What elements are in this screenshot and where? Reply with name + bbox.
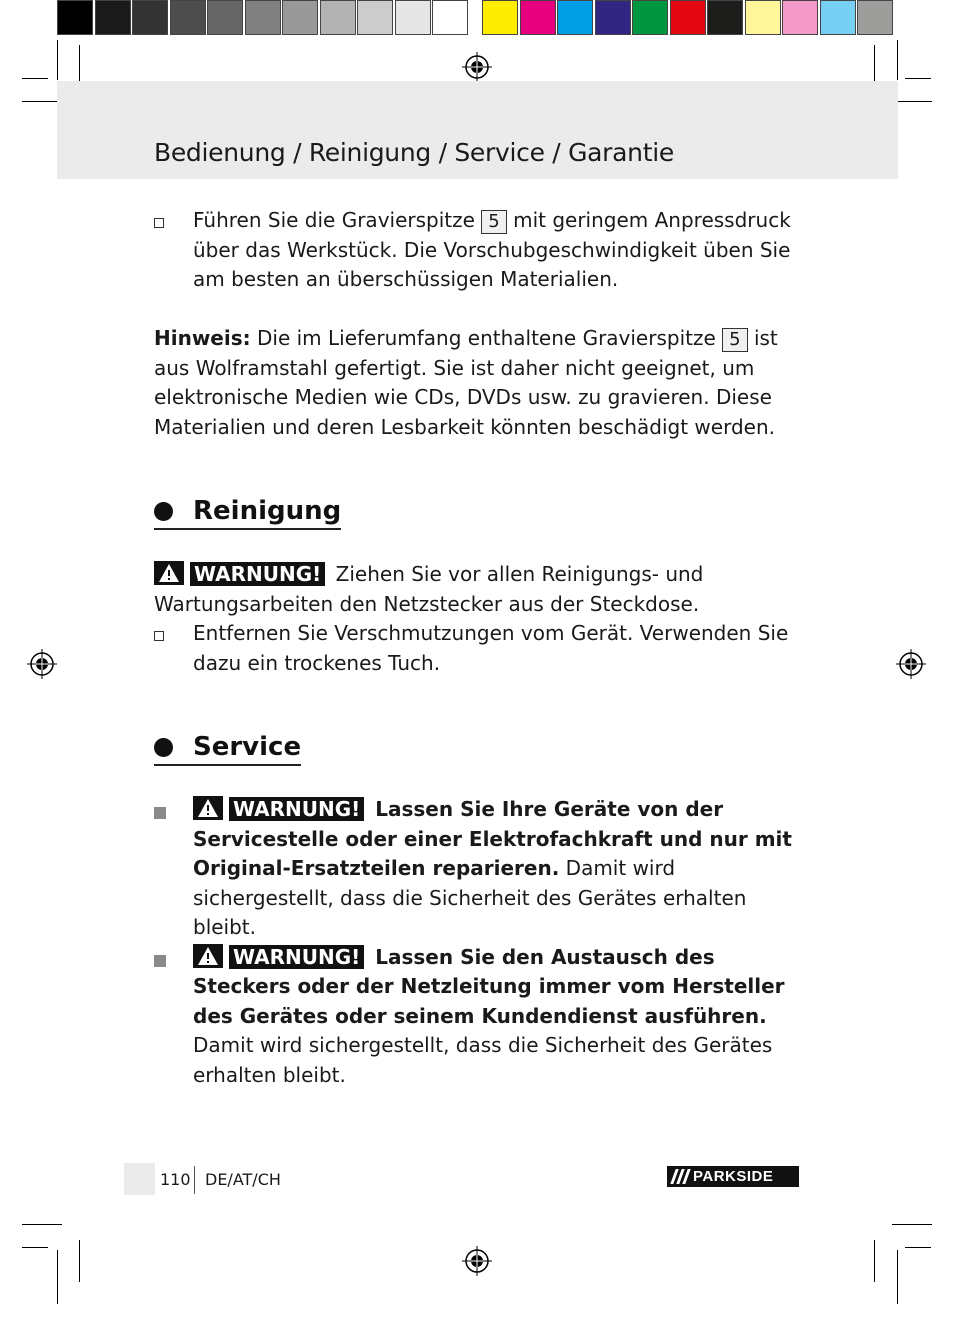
crop-mark xyxy=(57,40,58,80)
process-color-bar xyxy=(482,0,895,39)
section-bullet-icon xyxy=(154,738,173,757)
section-title: Service xyxy=(193,732,302,762)
color-swatch xyxy=(282,0,318,35)
crop-mark xyxy=(892,1224,932,1225)
crop-mark xyxy=(897,1250,898,1304)
grayscale-color-bar xyxy=(57,0,470,39)
color-swatch xyxy=(357,0,393,35)
registration-mark-icon xyxy=(462,52,492,82)
color-swatch xyxy=(520,0,556,35)
section-heading-service xyxy=(154,732,301,766)
warning-bold-text: Lassen Sie Ihre Geräte von der Servicestelle oder einer Elektrofachkraft und nur mit Original-Ersatzteilen reparieren. xyxy=(193,797,792,880)
crop-mark xyxy=(892,101,932,102)
color-swatch xyxy=(432,0,468,35)
color-swatch xyxy=(557,0,593,35)
warning-text: Damit wird sichergestellt, dass die Sicherheit des Gerätes erhalten bleibt. xyxy=(193,856,747,939)
color-swatch xyxy=(132,0,168,35)
warning-label: WARNUNG! xyxy=(229,945,364,969)
crop-mark xyxy=(22,1247,48,1248)
page-title: Bedienung / Reinigung / Service / Garantie xyxy=(154,138,674,167)
registration-mark-icon xyxy=(27,649,57,679)
color-swatch xyxy=(95,0,131,35)
color-swatch xyxy=(57,0,93,35)
square-bullet-icon xyxy=(154,955,166,967)
note-text: ist aus Wolframstahl gefertigt. Sie ist daher nicht geeignet, um elektronische Medien wie CDs, DVDs usw. zu gravieren. Diese Materialien und deren Lesbarkeit könnten beschädigt werden. xyxy=(154,326,778,439)
color-swatch xyxy=(745,0,781,35)
warning-label: WARNUNG! xyxy=(229,797,364,821)
crop-mark xyxy=(22,101,62,102)
color-swatch xyxy=(207,0,243,35)
bullet-text: Entfernen Sie Verschmutzungen vom Gerät. Verwenden Sie dazu ein trockenes Tuch. xyxy=(193,621,789,675)
color-swatch xyxy=(632,0,668,35)
crop-mark xyxy=(22,78,48,79)
checkbox-bullet-icon xyxy=(154,218,164,228)
color-swatch xyxy=(820,0,856,35)
color-swatch xyxy=(782,0,818,35)
color-swatch xyxy=(670,0,706,35)
color-swatch xyxy=(320,0,356,35)
crop-mark xyxy=(905,78,931,79)
list-item xyxy=(154,206,804,295)
service-list xyxy=(154,795,804,1090)
reference-number: 5 xyxy=(722,328,747,352)
section-title: Reinigung xyxy=(193,496,342,526)
intro-section xyxy=(154,206,804,295)
brand-logo xyxy=(667,1166,799,1187)
list-item xyxy=(154,795,804,943)
page-number: 110 xyxy=(160,1170,191,1189)
checkbox-bullet-icon xyxy=(154,631,164,641)
locale-label: DE/AT/CH xyxy=(205,1170,281,1189)
logo-stripes-icon xyxy=(667,1166,693,1187)
color-swatch xyxy=(857,0,893,35)
note-label: Hinweis: xyxy=(154,326,251,350)
warning-triangle-icon xyxy=(193,944,223,968)
crop-mark xyxy=(874,1240,875,1282)
section-heading-reinigung xyxy=(154,496,341,530)
crop-mark xyxy=(79,1240,80,1282)
bullet-text: mit geringem Anpressdruck über das Werkstück. Die Vorschubgeschwindigkeit üben Sie am besten an überschüssigen Materialien. xyxy=(193,208,791,291)
registration-mark-icon xyxy=(896,649,926,679)
list-item xyxy=(154,943,804,1091)
crop-mark xyxy=(905,1247,931,1248)
reference-number: 5 xyxy=(481,210,506,234)
warning-triangle-icon xyxy=(193,796,223,820)
square-bullet-icon xyxy=(154,807,166,819)
reinigung-warning xyxy=(154,560,804,678)
crop-mark xyxy=(57,1250,58,1304)
footer-tab xyxy=(124,1163,155,1195)
section-bullet-icon xyxy=(154,502,173,521)
warning-text: Ziehen Sie vor allen Reinigungs- und Wartungsarbeiten den Netzstecker aus der Steckdose. xyxy=(154,562,704,616)
warning-bold-text: Lassen Sie den Austausch des Steckers oder der Netzleitung immer vom Hersteller des Gerätes oder seinem Kundendienst ausführen. xyxy=(193,944,785,1028)
color-swatch xyxy=(595,0,631,35)
note-text: Die im Lieferumfang enthaltene Gravierspitze xyxy=(250,326,723,350)
list-item xyxy=(154,619,804,678)
brand-name: PARKSIDE xyxy=(693,1168,774,1185)
color-swatch xyxy=(482,0,518,35)
warning-label: WARNUNG! xyxy=(190,562,325,586)
crop-mark xyxy=(22,1224,62,1225)
crop-mark xyxy=(897,40,898,80)
color-swatch xyxy=(170,0,206,35)
note-paragraph xyxy=(154,324,804,442)
bullet-text: Führen Sie die Gravierspitze xyxy=(193,208,482,232)
registration-mark-icon xyxy=(462,1246,492,1276)
color-swatch xyxy=(245,0,281,35)
color-swatch xyxy=(707,0,743,35)
warning-triangle-icon xyxy=(154,561,184,585)
footer-divider xyxy=(194,1166,195,1194)
warning-text: Damit wird sichergestellt, dass die Sicherheit des Gerätes erhalten bleibt. xyxy=(193,1033,773,1087)
color-swatch xyxy=(395,0,431,35)
